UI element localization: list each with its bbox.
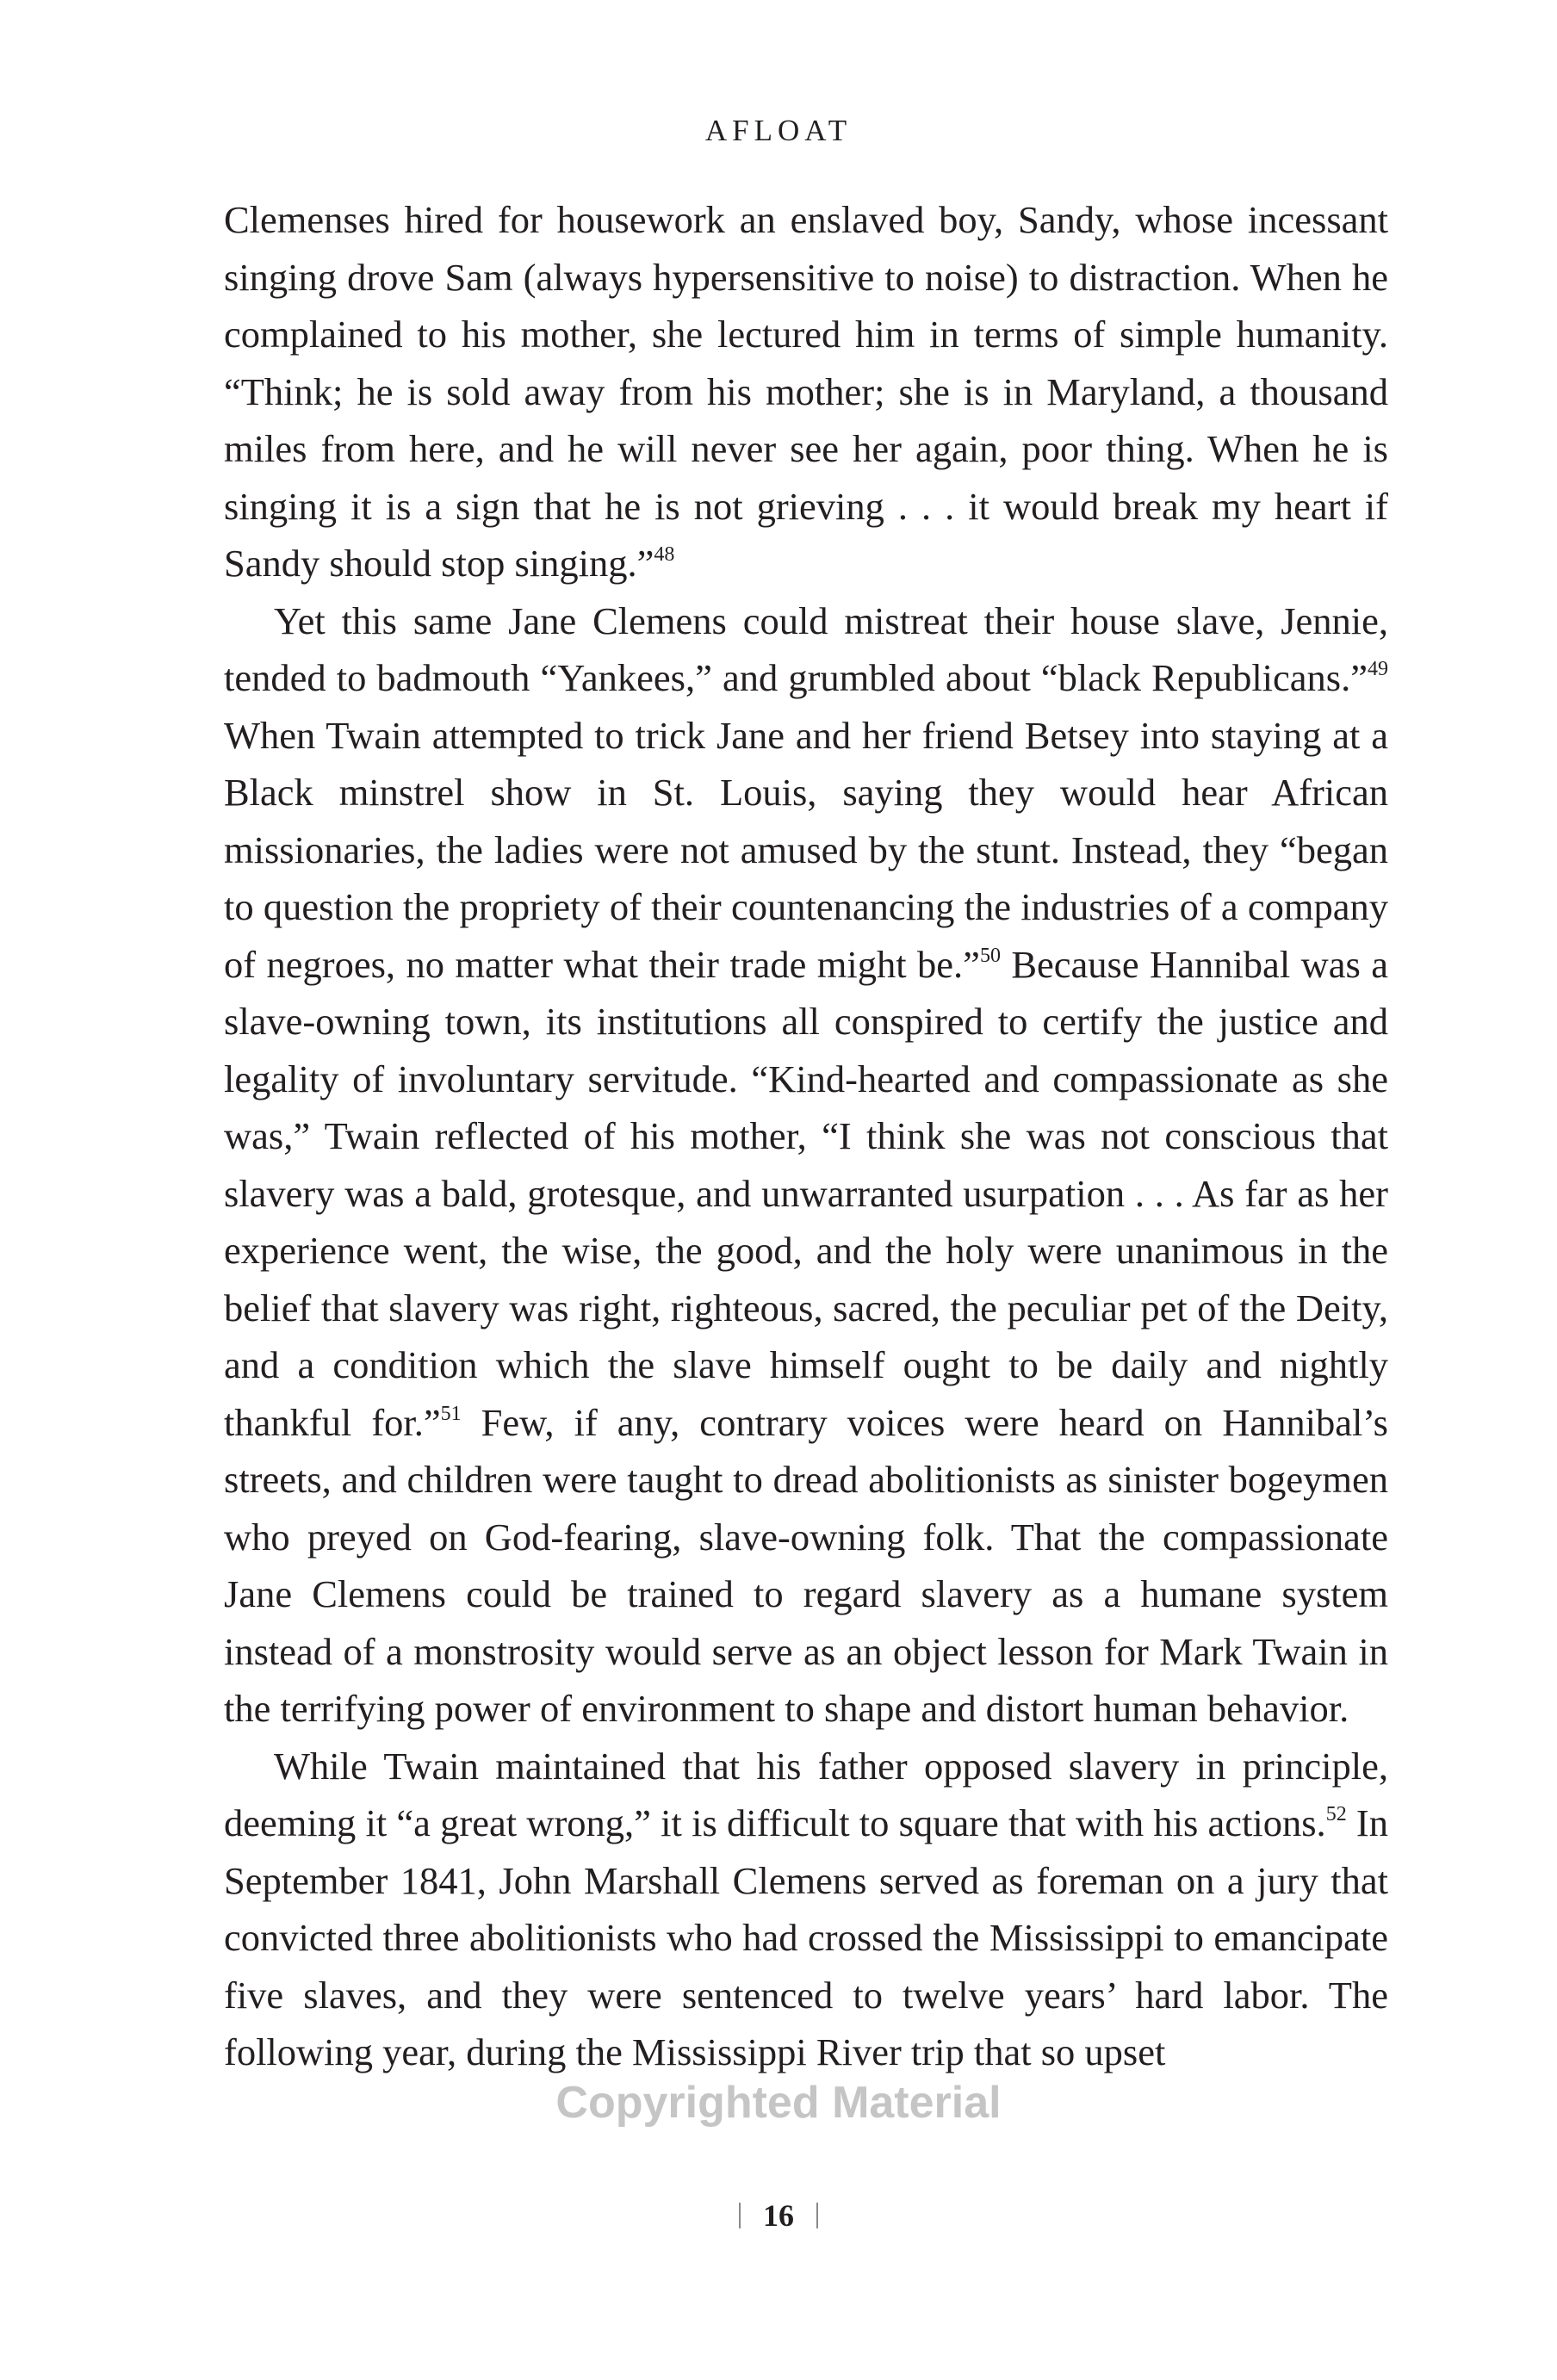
paragraph [224,191,1388,592]
paragraph [224,592,1388,1738]
folio-divider-left [739,2203,741,2228]
footnote-reference: 49 [1368,658,1388,680]
footnote-reference: 50 [979,944,1001,967]
footnote-reference: 51 [440,1402,462,1425]
paragraph-text: While Twain maintained that his father opposed slavery in principle, deeming it “a great wrong,” it is difficult to square that with his actions. [224,1744,1388,1844]
folio-divider-right [816,2203,818,2228]
paragraph-text: When Twain attempted to trick Jane and her friend Betsey into staying at a Black minstrel show in St. Louis, saying they would hear African missionaries, the ladies were not amused by the stunt. Instead, they “began to question the propriety of their countenancing the industries of a company of negroes, no matter what their trade might be.” [224,713,1388,986]
paragraph-text: Few, if any, contrary voices were heard on Hannibal’s streets, and children were taught to dread abolitionists as sinister bogeymen who preyed on God-fearing, slave-owning folk. That the compassionate Jane Clemens could be trained to regard slavery as a humane system instead of a monstrosity would serve as an object lesson for Mark Twain in the terrifying power of environment to shape and distort human behavior. [224,1400,1388,1730]
paragraph-text: Clemenses hired for housework an enslaved boy, Sandy, whose incessant singing drove Sam (always hypersensitive to noise) to distraction. When he complained to his mother, she lectured him in terms of simple humanity. “Think; he is sold away from his mother; she is in Maryland, a thousand miles from here, and he will never see her again, poor thing. When he is singing it is a sign that he is not grieving . . . it would break my heart if Sandy should stop singing.” [224,198,1388,585]
footnote-reference: 52 [1325,1803,1347,1825]
footnote-reference: 48 [654,543,675,566]
page-number: 16 [763,2198,794,2233]
paragraph-text: Because Hannibal was a slave-owning town, its institutions all conspired to certify the justice and legality of involuntary servitude. “Kind-hearted and compassionate as she was,” Twain reflected of his mother, “I think she was not conscious that slavery was a bald, grotesque, and unwarranted usurpation . . . As far as her experience went, the wise, the good, and the holy were unanimous in the belief that slavery was right, righteous, sacred, the peculiar pet of the Deity, and a condition which the slave himself ought to be daily and nightly thankful for.” [224,942,1389,1444]
copyright-watermark: Copyrighted Material [555,2078,1002,2128]
page-number-footer [0,2197,1557,2234]
paragraph-text: Yet this same Jane Clemens could mistreat their house slave, Jennie, tended to badmouth “Yankees,” and grumbled about “black Republicans.” [224,598,1388,699]
body-text [224,191,1388,2081]
paragraph-text: In September 1841, John Marshall Clemens served as foreman on a jury that convicted three abolitionists who had crossed the Mississippi to emancipate five slaves, and they were sentenced to twelve years’ hard labor. The following year, during the Mississippi River trip that so upset [224,1801,1388,2073]
running-head: AFLOAT [704,114,853,147]
paragraph [224,1738,1388,2081]
